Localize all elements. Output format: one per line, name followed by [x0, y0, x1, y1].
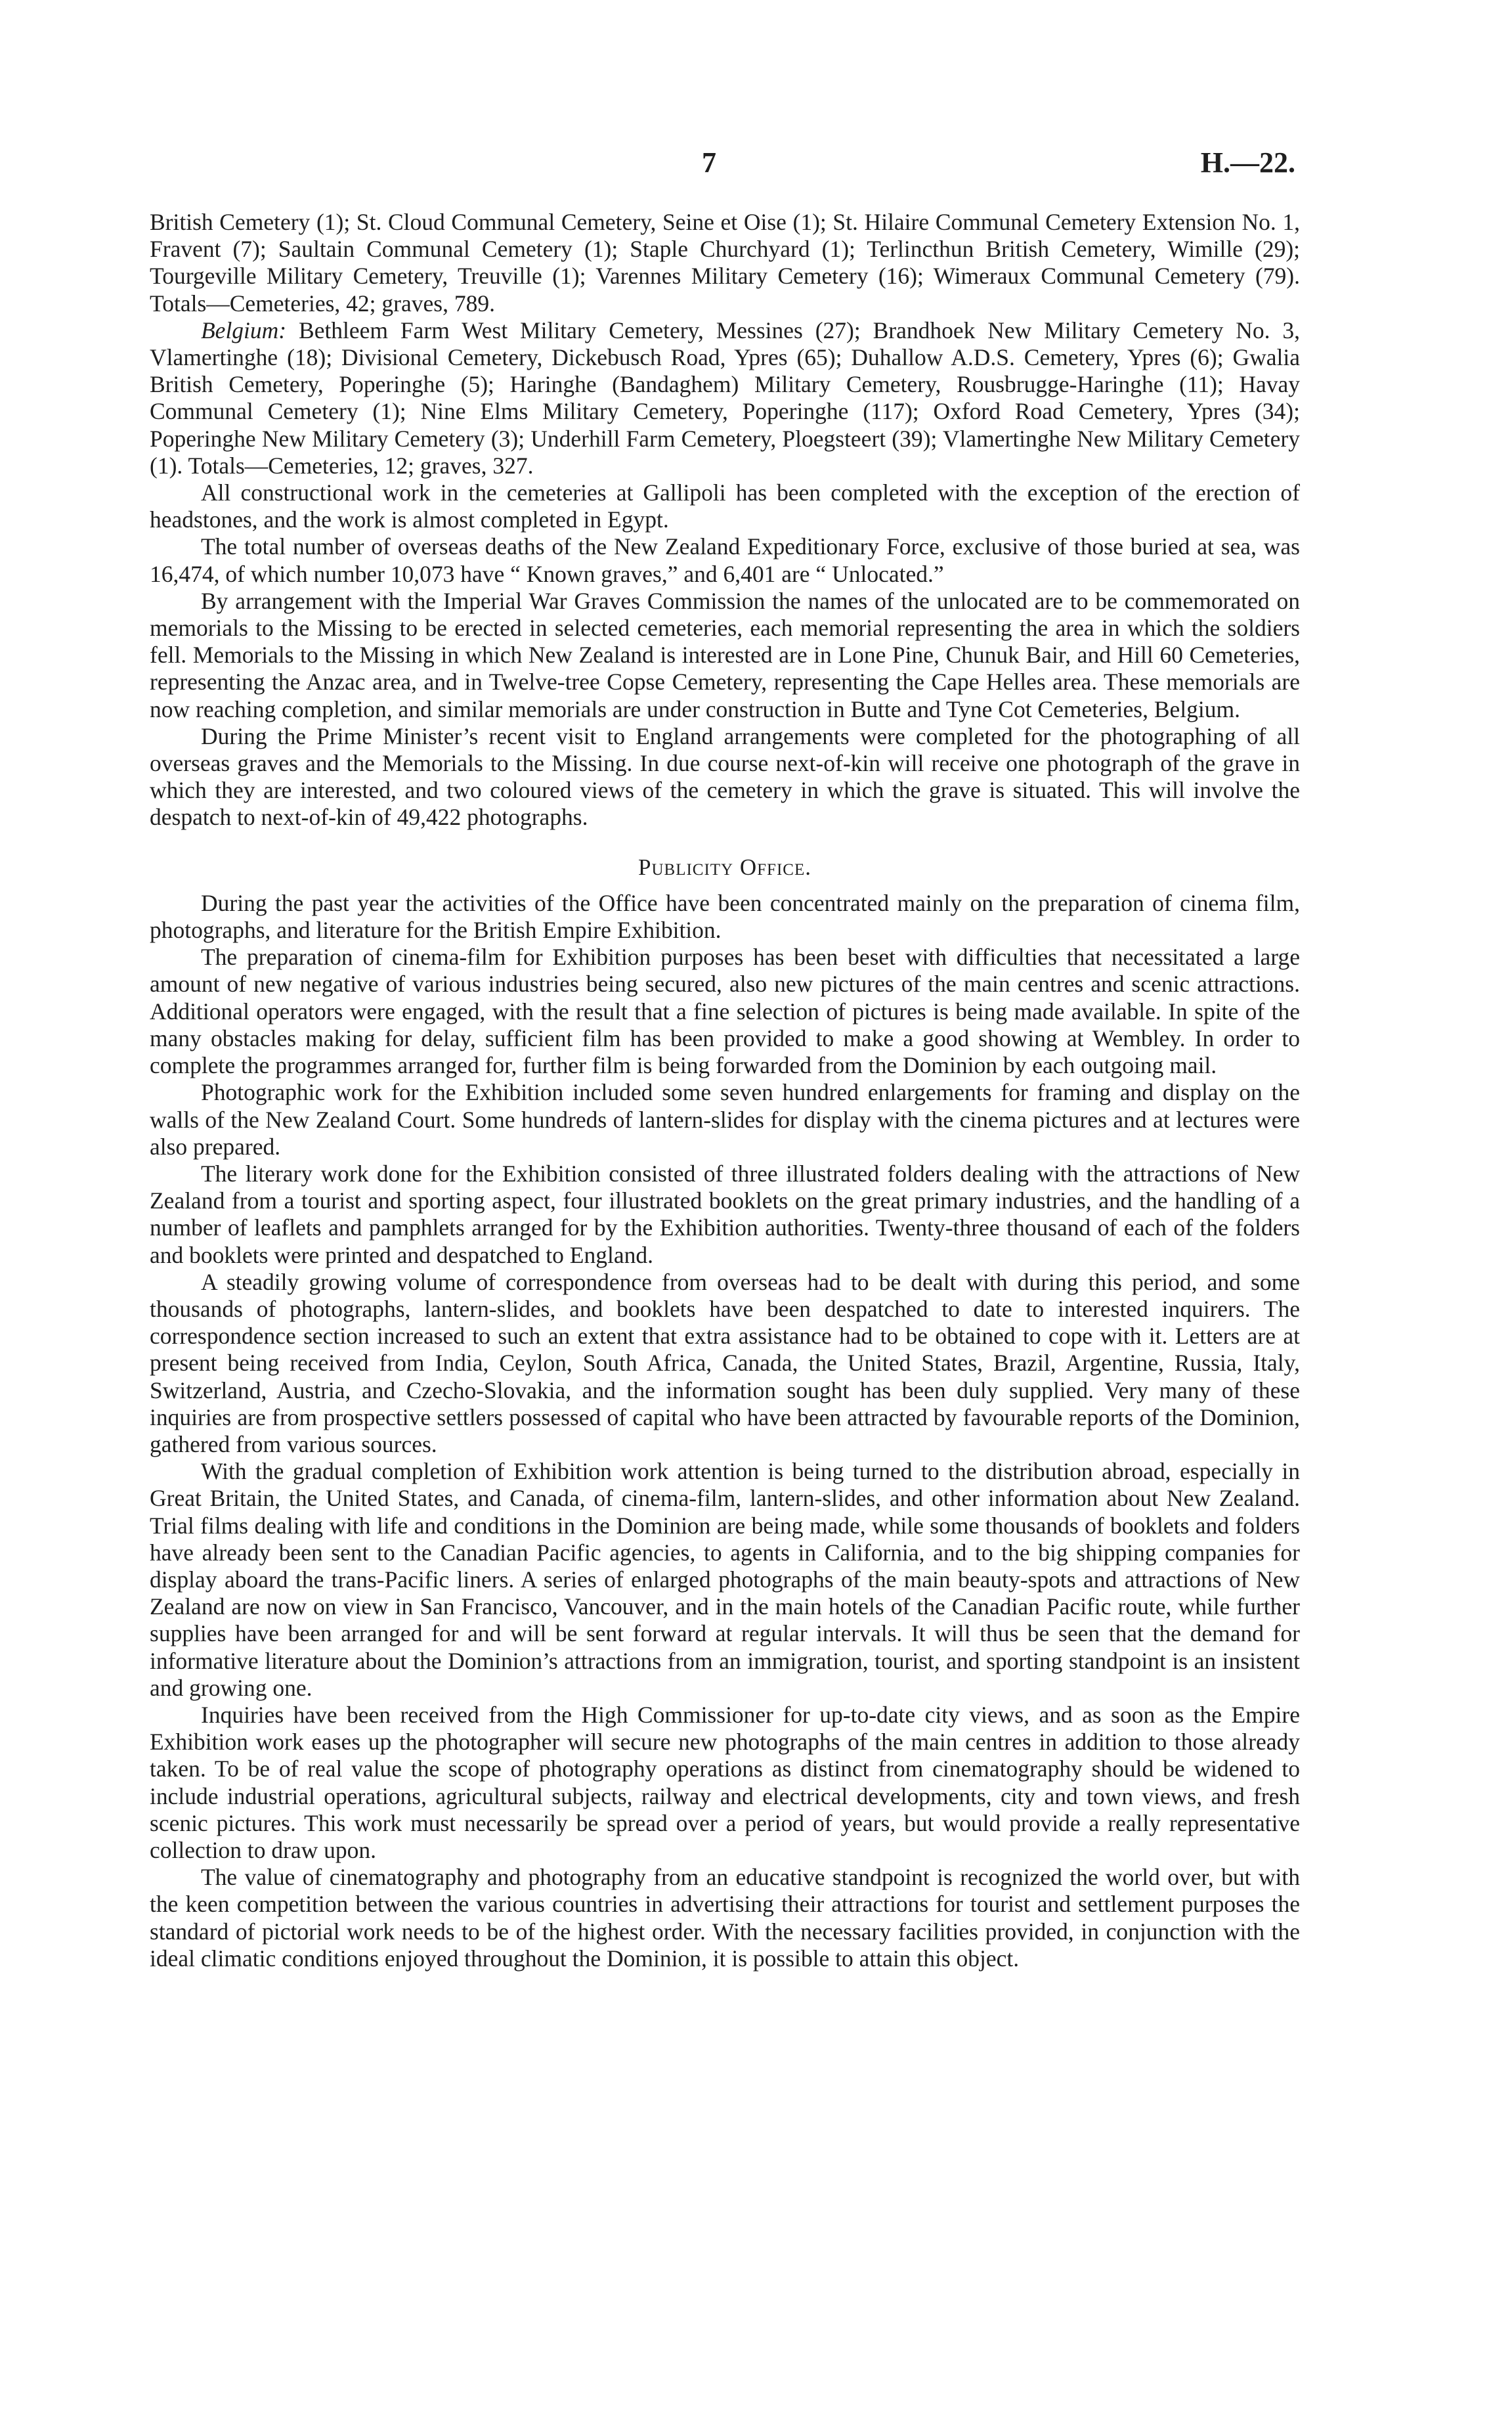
page-number: 7: [702, 146, 716, 179]
publicity-paragraph-3: Photographic work for the Exhibition included some seven hundred enlargements for framing and display on the walls of the New Zealand Court. Some hundreds of lantern-slides for display with the cinema pictures and at lectures were also prepared.: [150, 1079, 1300, 1160]
gallipoli-paragraph: All constructional work in the cemeteries at Gallipoli has been completed with the exception of the erection of headstones, and the work is almost completed in Egypt.: [150, 479, 1300, 533]
publicity-paragraph-6: With the gradual completion of Exhibition work attention is being turned to the distribution abroad, especially in Great Britain, the United States, and Canada, of cinema-film, lantern-slides, and other information about New Zealand. Trial films dealing with life and conditions in the Dominion are being made, while some thousands of booklets and folders have already been sent to the Canadian Pacific agencies, to agents in California, and to the big shipping companies for display aboard the trans-Pacific liners. A series of enlarged photographs of the main beauty-spots and attractions of New Zealand are now on view in San Francisco, Vancouver, and in the main hotels of the Canadian Pacific route, while further supplies have been arranged for and will be sent forward at regular intervals. It will thus be seen that the demand for informative literature about the Dominion’s attractions from an immigration, tourist, and sporting standpoint is an insistent and growing one.: [150, 1458, 1300, 1701]
publicity-paragraph-7: Inquiries have been received from the High Commissioner for up-to-date city views, and as soon as the Empire Exhibition work eases up the photographer will secure new photographs of the main centres in addition to those already taken. To be of real value the scope of photography operations as distinct from cinematography should be widened to include industrial operations, agricultural subjects, railway and electrical developments, city and town views, and fresh scenic pictures. This work must necessarily be spread over a period of years, but would provide a really representative collection to draw upon.: [150, 1701, 1300, 1863]
belgium-cemeteries-paragraph: [150, 317, 1300, 479]
publicity-paragraph-1: During the past year the activities of the Office have been concentrated mainly on the preparation of cinema film, photographs, and literature for the British Empire Exhibition.: [150, 889, 1300, 944]
section-heading-publicity: Publicity Office.: [638, 854, 811, 880]
memorials-paragraph: By arrangement with the Imperial War Graves Commission the names of the unlocated are to be commemorated on memorials to the Missing to be erected in selected cemeteries, each memorial representing the area in which the soldiers fell. Memorials to the Missing in which New Zealand is interested are in Lone Pine, Chunuk Bair, and Hill 60 Cemeteries, representing the Anzac area, and in Twelve-tree Copse Cemetery, representing the Cape Helles area. These memorials are now reaching completion, and similar memorials are under construction in Butte and Tyne Cot Cemeteries, Belgium.: [150, 587, 1300, 722]
document-id: H.—22.: [1200, 146, 1295, 179]
publicity-paragraph-4: The literary work done for the Exhibition consisted of three illustrated folders dealing with the attractions of New Zealand from a tourist and sporting aspect, four illustrated booklets on the great primary industries, and the handling of a number of leaflets and pamphlets arranged for by the Exhibition authorities. Twenty-three thousand of each of the folders and booklets were printed and despatched to England.: [150, 1160, 1300, 1268]
photographs-paragraph: During the Prime Minister’s recent visit to England arrangements were completed for the photographing of all overseas graves and the Memorials to the Missing. In due course next-of-kin will receive one photograph of the grave in which they are interested, and two coloured views of the cemetery in which the grave is situated. This will involve the despatch to next-of-kin of 49,422 photographs.: [150, 722, 1300, 831]
publicity-paragraph-5: A steadily growing volume of correspondence from overseas had to be dealt with during this period, and some thousands of photographs, lantern-slides, and booklets have been despatched to date to interested inquirers. The correspondence section increased to such an extent that extra assistance had to be obtained to cope with it. Letters are at present being received from India, Ceylon, South Africa, Canada, the United States, Brazil, Argentine, Russia, Italy, Switzerland, Austria, and Czecho-Slovakia, and the information sought has been duly supplied. Very many of these inquiries are from prospective settlers possessed of capital who have been attracted by favourable reports of the Dominion, gathered from various sources.: [150, 1268, 1300, 1457]
page-body: [150, 209, 1300, 1972]
publicity-paragraph-8: The value of cinematography and photography from an educative standpoint is recognized the world over, but with the keen competition between the various countries in advertising their attractions for tourist and settlement purposes the standard of pictorial work needs to be of the highest order. With the necessary facilities provided, in conjunction with the ideal climatic conditions enjoyed throughout the Dominion, it is possible to attain this object.: [150, 1864, 1300, 1972]
publicity-paragraph-2: The preparation of cinema-film for Exhibition purposes has been beset with difficulties that necessitated a large amount of new negative of various industries being secured, also new pictures of the main centres and scenic attractions. Additional operators were engaged, with the result that a fine selection of pictures is being made available. In spite of the many obstacles making for delay, sufficient film has been provided to make a good showing at Wembley. In order to complete the programmes arranged for, further film is being forwarded from the Dominion by each outgoing mail.: [150, 944, 1300, 1079]
overseas-deaths-paragraph: The total number of overseas deaths of the New Zealand Expeditionary Force, exclusive of those buried at sea, was 16,474, of which number 10,073 have “ Known graves,” and 6,401 are “ Unlocated.”: [150, 533, 1300, 587]
france-cemeteries-continuation: British Cemetery (1); St. Cloud Communal Cemetery, Seine et Oise (1); St. Hilaire Communal Cemetery Extension No. 1, Fravent (7); Saultain Communal Cemetery (1); Staple Churchyard (1); Terlincthun British Cemetery, Wimille (29); Tourgeville Military Cemetery, Treuville (1); Varennes Military Cemetery (16); Wimeraux Communal Cemetery (79). Totals—Cemeteries, 42; graves, 789.: [150, 209, 1300, 317]
belgium-label: Belgium:: [201, 317, 287, 343]
belgium-cemeteries-list: Bethleem Farm West Military Cemetery, Messines (27); Brandhoek New Military Cemetery No. 3, Vlamertinghe (18); Divisional Cemetery, Dickebusch Road, Ypres (65); Duhallow A.D.S. Cemetery, Ypres (6); Gwalia British Cemetery, Poperinghe (5); Haringhe (Bandaghem) Military Cemetery, Rousbrugge-Haringhe (11); Havay Communal Cemetery (1); Nine Elms Military Cemetery, Poperinghe (117); Oxford Road Cemetery, Ypres (34); Poperinghe New Military Cemetery (3); Underhill Farm Cemetery, Ploegsteert (39); Vlamertinghe New Military Cemetery (1). Totals—Cemeteries, 12; graves, 327.: [150, 317, 1300, 479]
